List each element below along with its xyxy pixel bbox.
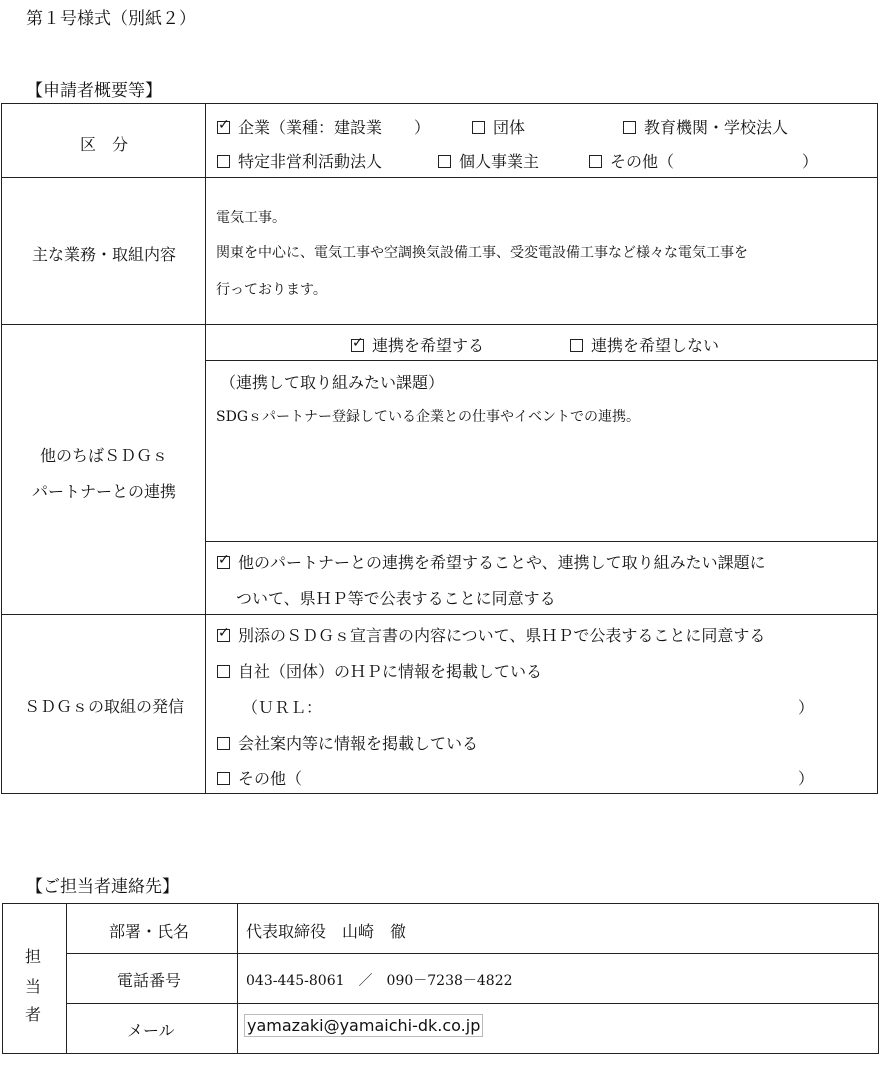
option-company[interactable]: ✓企業（業種：建設業 ） (217, 115, 430, 138)
option-education[interactable]: 教育機関・学校法人 (623, 115, 788, 138)
checkbox-checked-icon[interactable] (351, 339, 364, 352)
url-close: ） (798, 698, 815, 717)
row-divider (2, 614, 877, 615)
partnership-label-1: 他のちばＳＤＧｓ (39, 446, 168, 465)
checkbox-checked-icon[interactable] (217, 556, 230, 569)
contact-name-value: 代表取締役 山崎 徹 (246, 922, 407, 941)
checkbox-checked-icon[interactable] (217, 629, 230, 642)
consent-partnership[interactable]: ✓他のパートナーとの連携を希望することや、連携して取り組みたい課題に (217, 550, 766, 573)
option-no-partnership[interactable]: 連携を希望しない (570, 333, 719, 356)
checkbox-icon[interactable] (217, 772, 230, 785)
side-label-char: 担 (25, 947, 42, 966)
checkbox-icon[interactable] (623, 121, 636, 134)
column-divider (66, 904, 67, 1053)
contact-table (2, 903, 879, 1054)
publicity-item-3[interactable]: 会社案内等に情報を掲載している (217, 731, 478, 754)
publicity-item-4[interactable]: その他（ (217, 766, 302, 789)
publicity-item-1[interactable]: ✓別添のＳＤＧｓ宣言書の内容について、県ＨＰで公表することに同意する (217, 623, 765, 646)
business-line-3: 行っております。 (216, 282, 327, 298)
row-divider (66, 1003, 878, 1004)
checkbox-checked-icon[interactable] (217, 121, 230, 134)
other-close: ） (798, 769, 815, 788)
url-label: （ＵＲＬ： (242, 698, 323, 717)
publicity-item-2[interactable]: 自社（団体）のＨＰに情報を掲載している (217, 659, 542, 682)
checkbox-icon[interactable] (472, 121, 485, 134)
option-organization[interactable]: 団体 (472, 115, 525, 138)
consent-line-2: ついて、県ＨＰ等で公表することに同意する (236, 589, 556, 608)
contact-phone-label: 電話番号 (117, 971, 182, 990)
contact-email-label: メール (127, 1021, 175, 1040)
overview-table (1, 103, 878, 794)
row-divider (2, 177, 877, 178)
classification-label: 区 分 (79, 135, 128, 154)
section-title-overview: 【申請者概要等】 (26, 81, 162, 101)
checkbox-icon[interactable] (570, 339, 583, 352)
contact-phone-value: 043-445-8061 ／ 090－7238－4822 (246, 973, 513, 989)
option-sole-proprietor[interactable]: 個人事業主 (438, 149, 539, 172)
side-label-char: 者 (25, 1005, 42, 1024)
checkbox-icon[interactable] (217, 665, 230, 678)
contact-email-value[interactable]: yamazaki@yamaichi-dk.co.jp (244, 1014, 483, 1037)
option-wish-partnership[interactable]: ✓連携を希望する (351, 333, 484, 356)
business-line-2: 関東を中心に、電気工事や空調換気設備工事、受変電設備工事など様々な電気工事を (216, 245, 748, 261)
option-other[interactable]: その他（ ） (589, 149, 818, 172)
business-label: 主な業務・取組内容 (31, 245, 176, 264)
checkbox-icon[interactable] (217, 155, 230, 168)
side-label-char: 当 (25, 977, 42, 996)
row-divider (205, 360, 877, 361)
checkbox-icon[interactable] (217, 737, 230, 750)
theme-heading: （連携して取り組みたい課題） (220, 373, 445, 392)
partnership-label-2: パートナーとの連携 (31, 482, 176, 501)
section-title-contact: 【ご担当者連絡先】 (26, 877, 179, 897)
checkbox-icon[interactable] (438, 155, 451, 168)
publicity-label: ＳＤＧｓの取組の発信 (23, 697, 184, 716)
checkbox-icon[interactable] (589, 155, 602, 168)
option-npo[interactable]: 特定非営利活動法人 (217, 149, 382, 172)
column-divider (237, 904, 238, 1053)
theme-text: SDGｓパートナー登録している企業との仕事やイベントでの連携。 (216, 409, 640, 425)
business-line-1: 電気工事。 (216, 210, 286, 226)
form-id: 第１号様式（別紙２） (26, 9, 196, 29)
row-divider (205, 541, 877, 542)
contact-name-label: 部署・氏名 (109, 922, 190, 941)
row-divider (2, 324, 877, 325)
row-divider (66, 953, 878, 954)
